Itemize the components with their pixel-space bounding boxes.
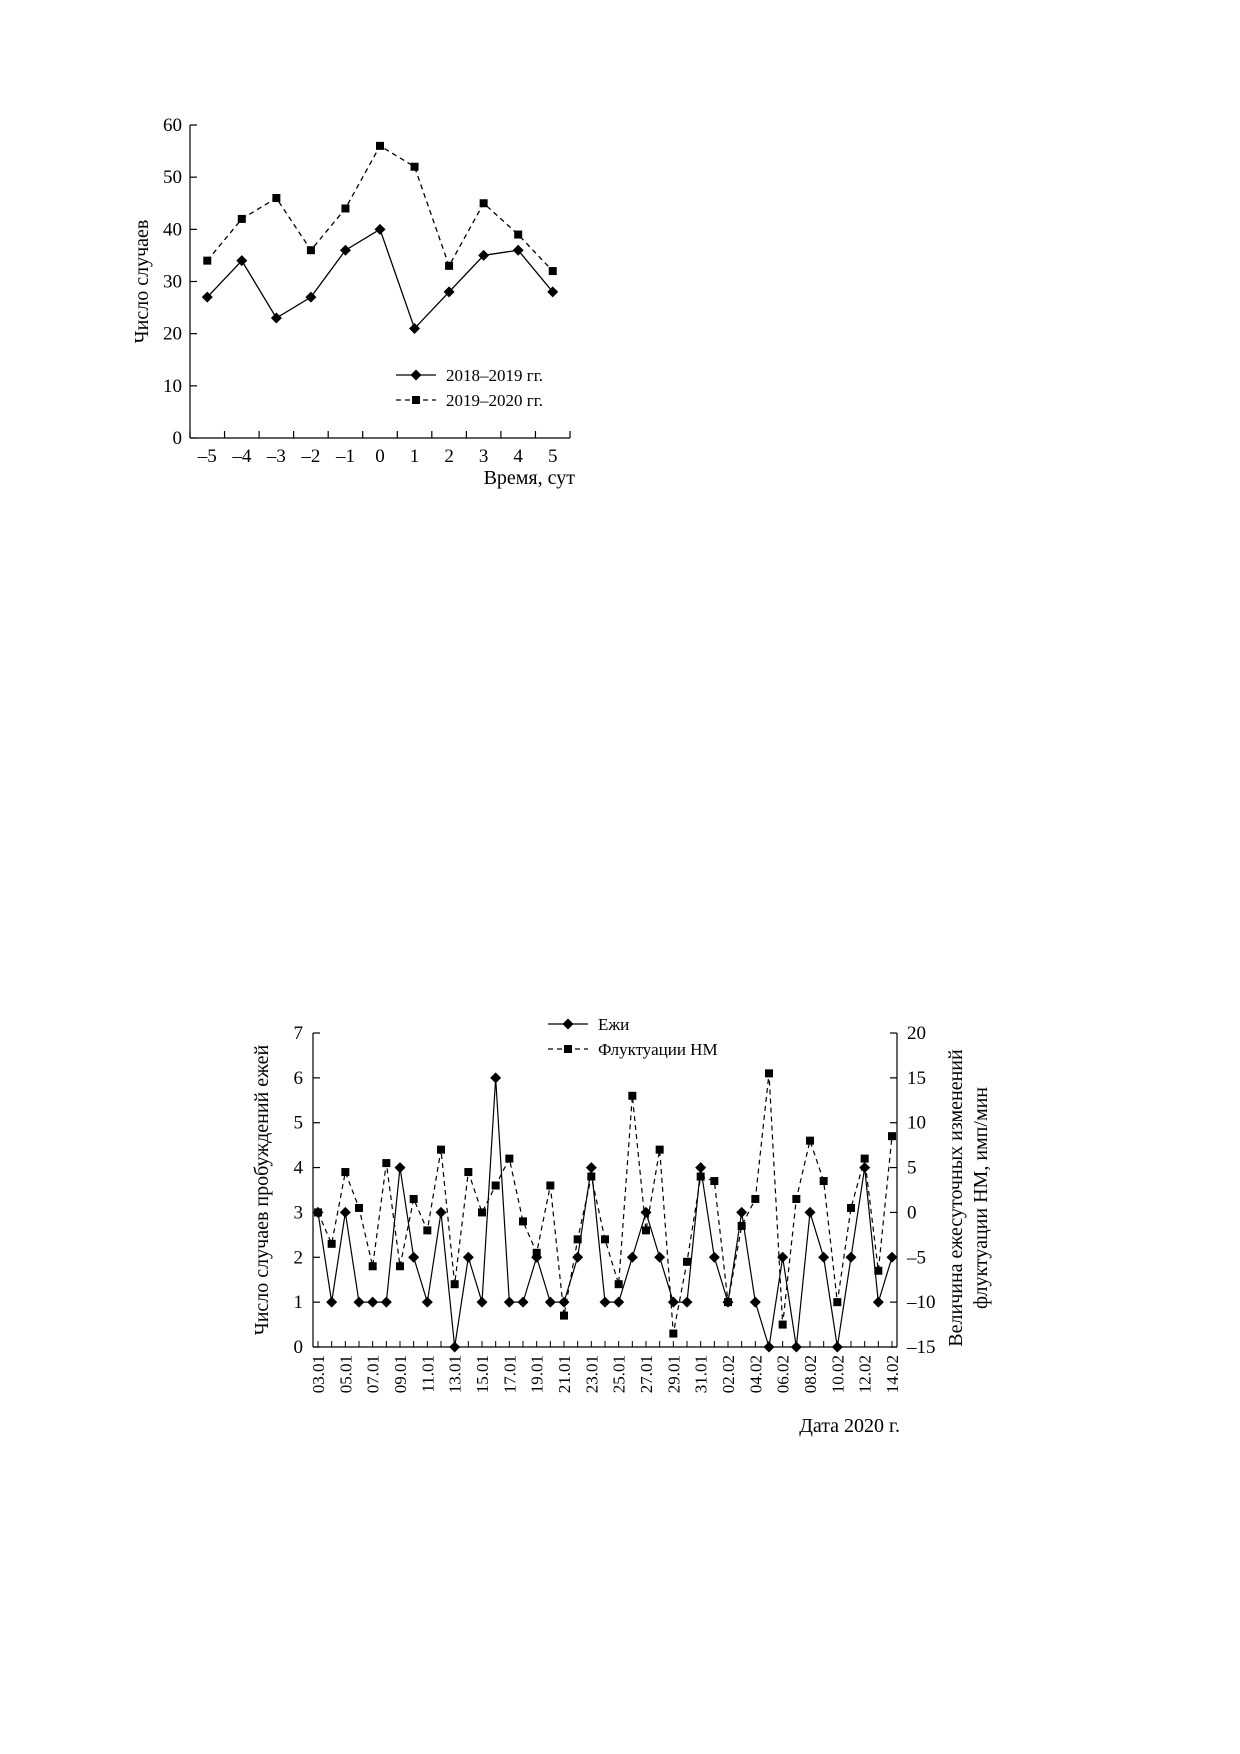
x-tick-label: 12.02: [855, 1355, 875, 1394]
data-point-2: [505, 1155, 513, 1163]
x-tick-label: 25.01: [609, 1355, 629, 1394]
series-line-2: [318, 1073, 892, 1333]
data-point-1: [422, 1297, 433, 1308]
data-point-2: [480, 199, 488, 207]
x-tick-label: 1: [409, 446, 420, 467]
left-y-tick-label: 0: [293, 1337, 303, 1358]
y-tick-label: 10: [163, 375, 182, 397]
x-tick-label: 09.01: [391, 1355, 410, 1394]
data-point-2: [423, 1226, 431, 1234]
right-y-axis-label-line2: флуктуации НМ, имп/мин: [970, 1086, 992, 1310]
data-point-1: [449, 1342, 460, 1353]
x-tick-label: 23.01: [582, 1355, 602, 1394]
data-point-1: [340, 1207, 351, 1218]
data-point-2: [519, 1217, 527, 1225]
x-tick-label: –1: [335, 446, 355, 467]
x-axis-label: Время, сут: [483, 467, 575, 489]
y-tick-label: 30: [163, 271, 182, 293]
data-point-2: [533, 1249, 541, 1257]
data-point-2: [738, 1222, 746, 1230]
data-point-2: [874, 1267, 882, 1275]
data-point-1: [736, 1207, 747, 1218]
right-y-tick-label: 5: [907, 1157, 917, 1179]
data-point-2: [861, 1155, 869, 1163]
data-point-2: [203, 257, 211, 265]
x-tick-label: 4: [513, 446, 523, 467]
data-point-1: [859, 1162, 870, 1173]
data-point-2: [615, 1280, 623, 1288]
data-point-1: [518, 1297, 529, 1308]
y-tick-label: 20: [163, 323, 182, 345]
data-point-1: [326, 1297, 337, 1308]
data-point-1: [408, 1252, 419, 1263]
x-tick-label: 5: [547, 446, 558, 467]
data-point-2: [751, 1195, 759, 1203]
x-axis-label: Дата 2020 г.: [799, 1415, 900, 1437]
data-point-1: [805, 1207, 816, 1218]
right-y-tick-label: –15: [907, 1337, 936, 1358]
x-tick-label: 03.01: [309, 1355, 328, 1394]
data-point-1: [791, 1342, 802, 1353]
data-point-2: [847, 1204, 855, 1212]
data-point-2: [478, 1208, 486, 1216]
data-point-2: [888, 1132, 896, 1140]
data-point-1: [504, 1297, 515, 1308]
x-tick-label: 14.02: [883, 1355, 902, 1394]
data-point-2: [328, 1240, 336, 1248]
data-point-2: [492, 1182, 500, 1190]
x-tick-label: 04.02: [746, 1355, 766, 1394]
x-tick-label: 27.01: [637, 1355, 656, 1394]
x-tick-label: –3: [266, 446, 286, 467]
data-point-2: [445, 262, 453, 270]
legend2-marker-1: [563, 1019, 574, 1030]
data-point-2: [656, 1146, 664, 1154]
y-tick-label: 50: [163, 167, 182, 189]
x-tick-label: –4: [232, 446, 252, 467]
data-point-1: [463, 1252, 474, 1263]
data-point-1: [395, 1162, 406, 1173]
y-tick-label: 40: [163, 219, 182, 241]
left-y-tick-label: 3: [293, 1202, 303, 1224]
x-tick-label: 15.01: [473, 1355, 492, 1394]
legend-marker-2: [412, 396, 420, 404]
legend2-marker-2: [564, 1045, 572, 1053]
data-point-2: [601, 1235, 609, 1243]
data-point-2: [549, 267, 557, 275]
data-point-2: [396, 1262, 404, 1270]
data-point-2: [560, 1312, 568, 1320]
data-point-1: [436, 1207, 447, 1218]
data-point-2: [355, 1204, 363, 1212]
right-y-axis-label-line1: Величина ежесуточных изменений: [945, 1049, 967, 1347]
legend2-label-2: Флуктуации НМ: [598, 1040, 718, 1059]
data-point-2: [314, 1208, 322, 1216]
left-y-tick-label: 6: [293, 1067, 303, 1089]
x-tick-label: –5: [197, 446, 217, 467]
data-point-1: [572, 1252, 583, 1263]
data-point-2: [307, 246, 315, 254]
data-point-1: [764, 1342, 775, 1353]
data-point-1: [375, 224, 386, 235]
right-y-tick-label: 15: [907, 1067, 926, 1089]
data-point-2: [437, 1146, 445, 1154]
data-point-1: [668, 1297, 679, 1308]
x-tick-label: 21.01: [555, 1355, 574, 1394]
data-point-1: [818, 1252, 829, 1263]
data-point-2: [833, 1298, 841, 1306]
legend-marker-1: [411, 370, 422, 381]
data-point-2: [820, 1177, 828, 1185]
data-point-2: [806, 1137, 814, 1145]
data-point-2: [464, 1168, 472, 1176]
data-point-2: [411, 163, 419, 171]
data-point-2: [587, 1173, 595, 1181]
data-point-2: [410, 1195, 418, 1203]
legend-label-2: 2019–2020 гг.: [446, 391, 544, 410]
y-tick-label: 60: [163, 115, 182, 136]
left-y-tick-label: 2: [293, 1247, 303, 1269]
data-point-1: [709, 1252, 720, 1263]
data-point-1: [613, 1297, 624, 1308]
x-tick-label: 2: [444, 446, 454, 467]
x-tick-label: 10.02: [828, 1355, 848, 1394]
right-y-tick-label: 10: [907, 1112, 926, 1134]
data-point-1: [846, 1252, 857, 1263]
right-y-tick-label: 20: [907, 1023, 926, 1044]
data-point-2: [546, 1182, 554, 1190]
data-point-1: [545, 1297, 556, 1308]
data-point-1: [367, 1297, 378, 1308]
x-tick-label: 0: [375, 446, 385, 467]
x-tick-label: 29.01: [664, 1355, 684, 1394]
data-point-1: [340, 245, 351, 256]
data-point-2: [642, 1226, 650, 1234]
x-tick-label: 19.01: [527, 1355, 547, 1394]
left-y-tick-label: 5: [293, 1112, 303, 1134]
x-tick-label: 31.01: [691, 1355, 711, 1394]
data-point-1: [654, 1252, 665, 1263]
legend2-label-1: Ежи: [598, 1015, 630, 1034]
x-tick-label: 07.01: [363, 1355, 383, 1394]
data-point-2: [669, 1330, 677, 1338]
data-point-2: [765, 1069, 773, 1077]
data-point-2: [697, 1173, 705, 1181]
data-point-1: [627, 1252, 638, 1263]
data-point-1: [695, 1162, 706, 1173]
data-point-2: [341, 1168, 349, 1176]
data-point-2: [382, 1159, 390, 1167]
data-point-1: [559, 1297, 570, 1308]
data-point-1: [271, 313, 282, 324]
x-tick-label: 08.02: [801, 1355, 820, 1394]
data-point-1: [354, 1297, 365, 1308]
right-y-tick-label: 0: [907, 1202, 917, 1224]
data-point-2: [792, 1195, 800, 1203]
data-point-1: [873, 1297, 884, 1308]
x-tick-label: 11.01: [418, 1355, 438, 1393]
data-point-2: [574, 1235, 582, 1243]
data-point-2: [683, 1258, 691, 1266]
data-point-1: [682, 1297, 693, 1308]
left-y-tick-label: 1: [293, 1292, 303, 1314]
y-tick-label: 0: [172, 428, 182, 449]
data-point-2: [451, 1280, 459, 1288]
data-point-1: [600, 1297, 611, 1308]
data-point-2: [341, 204, 349, 212]
data-point-1: [586, 1162, 597, 1173]
x-tick-label: 17.01: [500, 1355, 520, 1394]
data-point-2: [779, 1321, 787, 1329]
data-point-2: [710, 1177, 718, 1185]
data-point-2: [369, 1262, 377, 1270]
y-axis-label: Число случаев: [131, 219, 153, 344]
data-point-1: [477, 1297, 488, 1308]
data-point-2: [238, 215, 246, 223]
left-y-tick-label: 7: [293, 1023, 303, 1044]
data-point-1: [490, 1072, 501, 1083]
data-point-2: [628, 1092, 636, 1100]
x-tick-label: 13.01: [445, 1355, 465, 1394]
x-tick-label: 3: [478, 446, 489, 467]
x-tick-label: 06.02: [773, 1355, 793, 1394]
data-point-1: [832, 1342, 843, 1353]
left-y-axis-label: Число случаев пробуждений ежей: [251, 1044, 273, 1336]
data-point-2: [724, 1298, 732, 1306]
left-y-tick-label: 4: [293, 1157, 303, 1179]
x-tick-label: 02.02: [719, 1355, 738, 1394]
data-point-1: [381, 1297, 392, 1308]
data-point-1: [750, 1297, 761, 1308]
data-point-1: [305, 292, 316, 303]
data-point-1: [887, 1252, 898, 1263]
x-tick-label: 05.01: [336, 1355, 356, 1394]
data-point-2: [376, 142, 384, 150]
data-point-2: [514, 231, 522, 239]
legend-label-1: 2018–2019 гг.: [446, 366, 544, 385]
right-y-tick-label: –5: [907, 1247, 926, 1269]
data-point-2: [272, 194, 280, 202]
right-y-tick-label: –10: [907, 1292, 936, 1314]
series-line-1: [207, 229, 552, 328]
x-tick-label: –2: [301, 446, 321, 467]
